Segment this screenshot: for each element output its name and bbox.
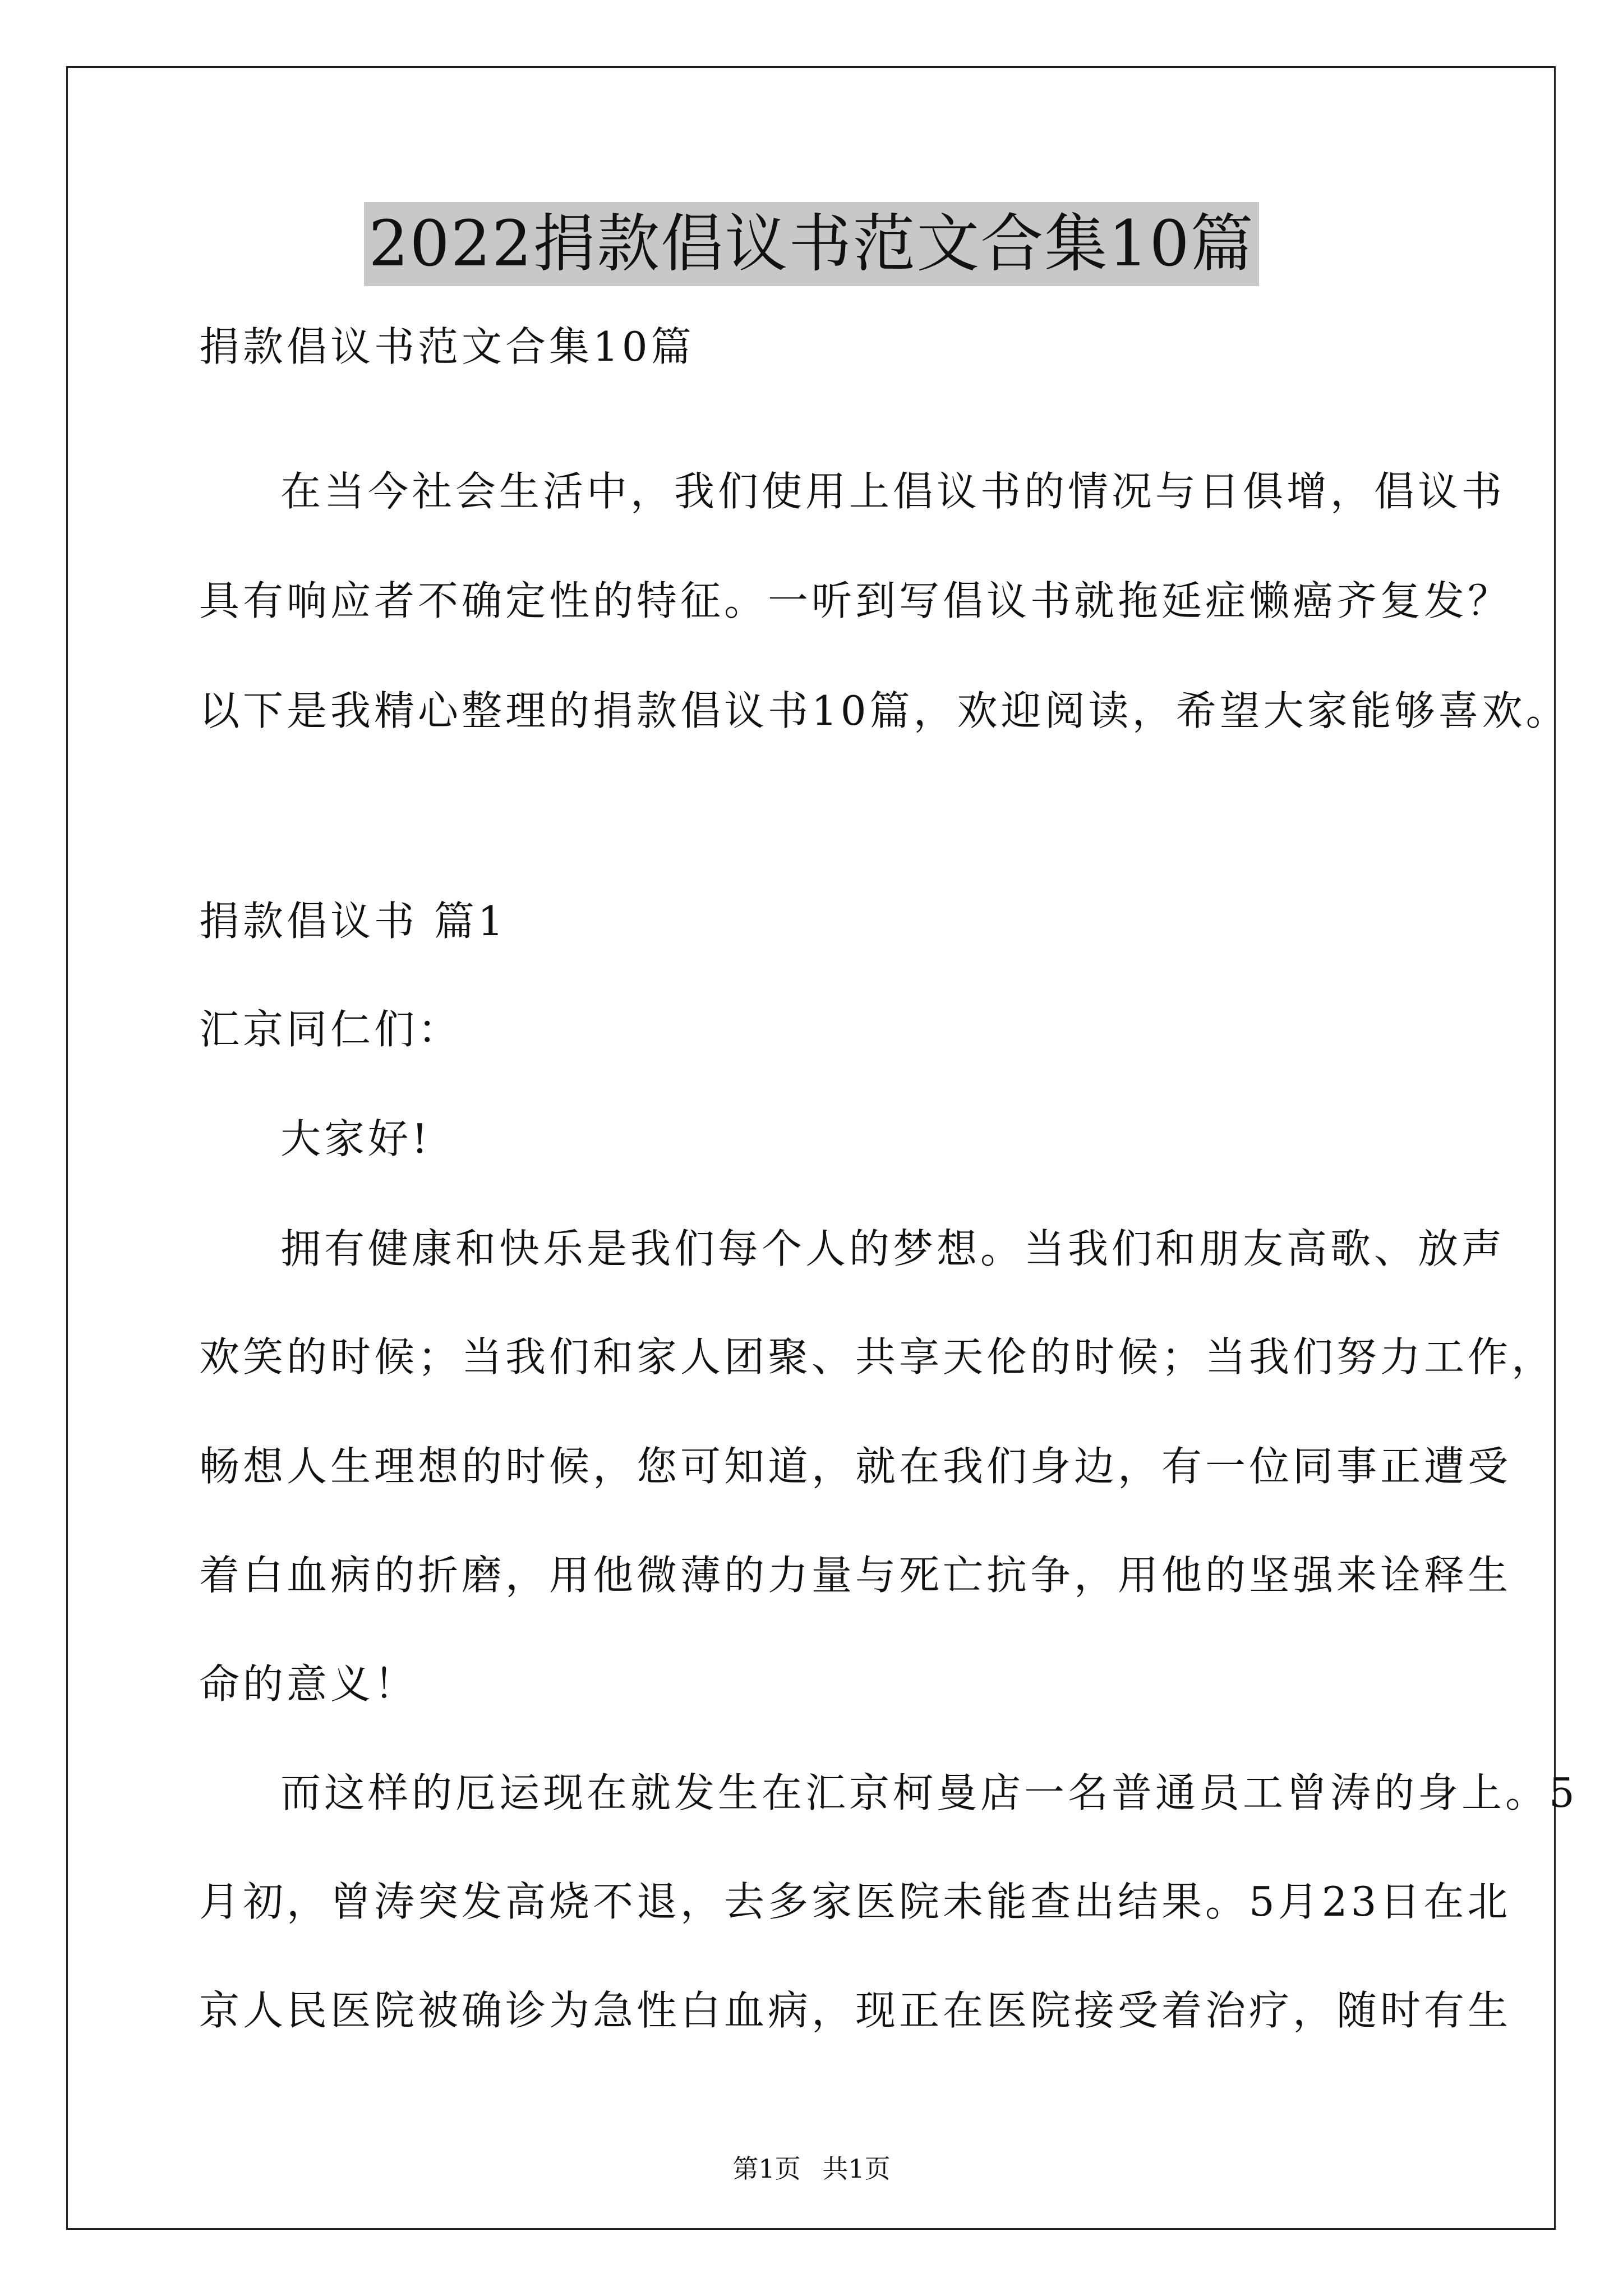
intro-line: 以下是我精心整理的捐款倡议书10篇，欢迎阅读，希望大家能够喜欢。 — [199, 687, 1570, 734]
paragraph-line: 畅想人生理想的时候，您可知道，就在我们身边，有一位同事正遭受 — [199, 1443, 1512, 1490]
paragraph-line: 京人民医院被确诊为急性白血病，现正在医院接受着治疗，随时有生 — [199, 1987, 1512, 2034]
greeting: 大家好! — [280, 1115, 431, 1162]
page-number: 第1页 — [732, 2154, 801, 2184]
total-pages: 共1页 — [822, 2154, 891, 2184]
paragraph-line: 欢笑的时候；当我们和家人团聚、共享天伦的时候；当我们努力工作， — [199, 1333, 1556, 1381]
paragraph-line: 着白血病的折磨，用他微薄的力量与死亡抗争，用他的坚强来诠释生 — [199, 1552, 1512, 1599]
intro-line: 在当今社会生活中，我们使用上倡议书的情况与日俱增，倡议书 — [280, 468, 1506, 515]
section-heading: 捐款倡议书 篇1 — [199, 898, 507, 945]
subtitle: 捐款倡议书范文合集10篇 — [199, 323, 695, 370]
intro-line: 具有响应者不确定性的特征。一听到写倡议书就拖延症懒癌齐复发？ — [199, 577, 1512, 624]
paragraph-line: 命的意义！ — [199, 1660, 418, 1708]
paragraph-line: 拥有健康和快乐是我们每个人的梦想。当我们和朋友高歌、放声 — [280, 1225, 1506, 1272]
salutation: 汇京同仁们： — [199, 1006, 462, 1053]
paragraph-line: 月初，曾涛突发高烧不退，去多家医院未能查出结果。5月23日在北 — [199, 1878, 1511, 1925]
paragraph-line: 而这样的厄运现在就发生在汇京柯曼店一名普通员工曾涛的身上。5 — [280, 1769, 1578, 1816]
document-title: 2022捐款倡议书范文合集10篇 — [364, 202, 1259, 286]
page-footer — [0, 2148, 1623, 2185]
title-container — [0, 202, 1623, 286]
